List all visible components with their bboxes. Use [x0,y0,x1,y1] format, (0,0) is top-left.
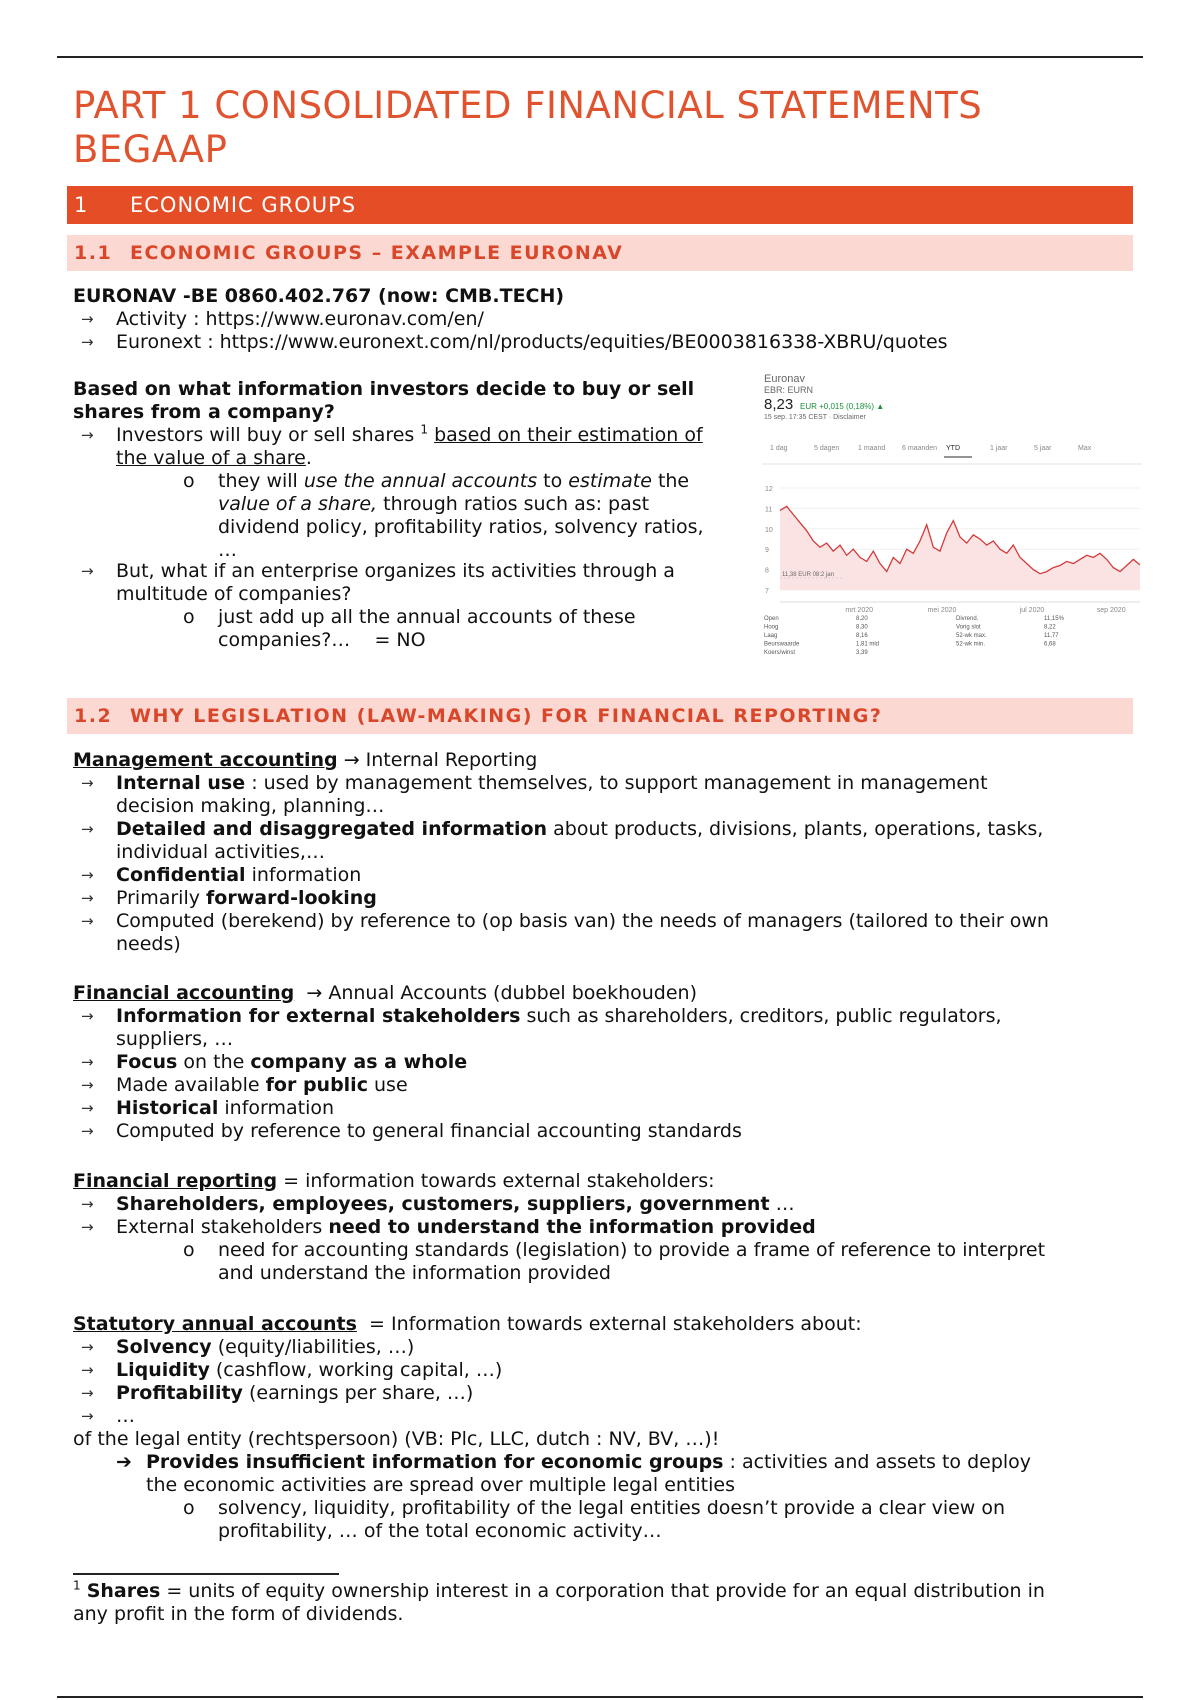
company-line [73,284,1133,307]
text: … [218,539,237,561]
text: = information towards external stakeholders: [283,1170,715,1192]
list-item-cont [73,582,753,605]
conclusion-cont [73,1473,1153,1496]
list-item [73,1381,1153,1404]
heading-text: WHY LEGISLATION (LAW-MAKING) FOR FINANCIAL REPORTING? [130,705,883,727]
footnote-ref[interactable]: 1 [420,422,429,437]
text: = Information towards external stakeholders about: [369,1313,862,1335]
text: use [374,1074,408,1096]
sub-item-cont [73,515,753,538]
chart-tab[interactable]: 1 dag [770,445,788,452]
text: = units of equity ownership interest in a corporation that provide for an equal distribution in [166,1580,1045,1602]
bold-text: need to understand the information provided [328,1216,816,1238]
subheading-line [73,1169,1153,1192]
text: individual activities,… [116,841,325,863]
arrow-icon: → [81,333,94,351]
list-item [73,1004,1153,1027]
subheading: Management accounting [73,749,338,771]
stat-value: 11,15% [1044,616,1064,622]
list-item [73,307,1133,330]
conclusion-item [73,1450,1153,1473]
bullet-o: o [183,606,195,628]
question-text: Based on what information investors decide to buy or sell [73,378,695,400]
stat-label: Beurswaarde [764,641,800,648]
list-item [73,1335,1153,1358]
euronav-info [73,284,1133,353]
list-item [73,1358,1153,1381]
bold-text: Information for external stakeholders [116,1005,521,1027]
chart-tab[interactable]: 5 dagen [814,445,840,452]
text: companies?… [218,629,351,651]
bold-text: Detailed and disaggregated information [116,818,548,840]
subheading-line [73,1312,1153,1335]
subheading-line [73,981,1153,1004]
list-item-cont [73,840,1153,863]
heading-text: ECONOMIC GROUPS [130,193,357,217]
text: … [116,1405,135,1427]
chart-tab[interactable]: 1 maand [858,445,886,452]
heading-number: 1.2 [74,705,113,727]
y-tick-label: 8 [765,567,769,575]
text: External stakeholders [116,1216,323,1238]
list-item [73,886,1153,909]
stat-label: Open [764,616,779,622]
chart-ticker: EBR: EURN [764,385,814,395]
italic-text: value of a share, [218,493,378,515]
sub-item-cont [73,628,753,651]
stat-value: 1,81 mld [856,641,880,648]
bold-text: Shares [86,1580,161,1602]
bold-text: Solvency [116,1336,212,1358]
text: : activities and assets to deploy [729,1451,1032,1473]
arrow-icon: → [81,889,94,907]
text: (earnings per share, …) [249,1382,474,1404]
text: → Internal Reporting [343,749,538,771]
text: Computed (berekend) by reference to (op basis van) the needs of managers (tailored to their own [116,910,1049,932]
sub-item-cont [73,538,753,559]
chart-tab[interactable]: 1 jaar [990,445,1008,452]
bold-text: Provides insufficient information for economic groups [146,1451,724,1473]
stat-label: Laag [764,633,778,639]
list-item [73,909,1153,932]
x-tick-label: mei 2020 [927,607,957,614]
list-item-cont [73,446,753,469]
text: profitability, … of the total economic activity… [218,1520,662,1542]
arrow-icon: → [81,1099,94,1117]
underlined-text: the value of a share [116,447,306,469]
arrow-icon: → [81,866,94,884]
chart-price: 8,23 [764,396,794,413]
footnote-line [73,1602,1153,1625]
list-item-cont [73,1027,1153,1050]
text: multitude of companies? [116,583,352,605]
stat-label: Vorig slot [956,624,981,631]
text: through ratios such as: past [383,493,650,515]
bullet-o: o [183,470,195,492]
list-item [73,817,1153,840]
bold-text: Internal use [116,772,246,794]
bold-text: Shareholders, employees, customers, suppliers, government [116,1193,770,1215]
stat-label: Koers/winst [764,650,796,656]
bold-text: Profitability [116,1382,243,1404]
list-item [73,863,1153,886]
question-text: shares from a company? [73,401,335,423]
text: → Annual Accounts (dubbel boekhouden) [306,982,697,1004]
bullet-o: o [183,1239,195,1261]
footnote [73,1579,1153,1625]
text: Computed by reference to general financial accounting standards [116,1120,742,1142]
stat-label: 52-wk min. [956,641,986,648]
footnote-number: 1 [73,1578,81,1593]
text: decision making, planning… [116,795,385,817]
price-area [780,506,1140,590]
stat-label: Divrend. [956,616,979,622]
bold-text: company as a whole [250,1051,468,1073]
text: the [657,470,690,492]
arrow-icon: → [81,310,94,328]
arrow-icon: → [81,1122,94,1140]
italic-text: estimate [568,470,652,492]
y-tick-label: 10 [765,526,773,534]
bullet-o: o [183,1497,195,1519]
chart-tab[interactable]: YTD [946,445,960,452]
y-tick-label: 9 [765,547,769,555]
arrow-icon: → [81,1007,94,1025]
text: just add up all the annual accounts of these [218,606,636,628]
stat-value: 6,68 [1044,641,1056,648]
sub-item-cont [73,1519,1153,1542]
subheading: Financial reporting [73,1170,278,1192]
stat-value: 8,22 [1044,624,1056,631]
list-item [73,1119,1153,1142]
text: … [775,1193,795,1215]
euronext-link[interactable]: Euronext : https://www.euronext.com/nl/products/equities/BE0003816338-XBRU/quotes [116,331,948,353]
arrow-icon: → [81,1076,94,1094]
text: need for accounting standards (legislation) to provide a frame of reference to interpret [218,1239,1046,1261]
sub-item [73,469,753,492]
text: they will [218,470,298,492]
activity-link[interactable]: Activity : https://www.euronav.com/en/ [116,308,484,330]
list-item-cont [73,794,1153,817]
arrow-icon: → [81,426,94,444]
list-item [73,1404,1153,1427]
arrow-icon: → [81,1195,94,1213]
sub-item [73,1496,1153,1519]
question-line [73,377,753,400]
chart-timestamp: 15 sep. 17:35 CEST · Disclaimer [764,414,866,421]
list-item [73,423,753,446]
financial-accounting [73,981,1153,1142]
list-item [73,330,1133,353]
list-item [73,1215,1153,1238]
stat-value: 8,30 [856,624,868,631]
bold-text: forward-looking [206,887,377,909]
text: to [543,470,563,492]
arrow-icon: → [81,1384,94,1402]
question-line [73,400,753,423]
text: (equity/liabilities, …) [217,1336,415,1358]
bold-text: Liquidity [116,1359,210,1381]
text: = NO [374,629,426,651]
y-tick-label: 11 [765,506,773,514]
subheading: Statutory annual accounts [73,1313,357,1335]
heading-economic-groups [67,186,1133,224]
statutory-annual-accounts [73,1312,1153,1542]
arrow-icon: → [81,820,94,838]
legal-entity-line [73,1427,1153,1450]
text: about products, divisions, plants, operations, tasks, [553,818,1044,840]
stat-value: 3,39 [856,650,868,656]
bold-text: Focus [116,1051,178,1073]
bold-text: Confidential [116,864,246,886]
sub-item-cont [73,492,753,515]
italic-text: use the annual accounts [303,470,538,492]
text: Made available [116,1074,260,1096]
list-item [73,771,1153,794]
heading-text: ECONOMIC GROUPS – EXAMPLE EURONAV [130,242,624,264]
y-tick-label: 12 [765,486,773,493]
bold-arrow-icon: ➔ [116,1451,132,1473]
chart-svg [762,370,1145,672]
chart-tab[interactable]: 5 jaar [1034,445,1052,452]
sub-item-cont [73,1261,1153,1284]
stat-value: 11,77 [1044,633,1059,639]
chart-title: Euronav [764,373,805,385]
management-accounting [73,748,1153,955]
arrow-icon: → [81,1218,94,1236]
text: information [224,1097,335,1119]
text: Investors will buy or sell shares [116,424,415,446]
chart-change: EUR +0,015 (0,18%) ▲ [800,402,885,411]
list-item [73,1073,1153,1096]
heading-number: 1 [74,193,89,217]
financial-reporting [73,1169,1153,1284]
arrow-icon: → [81,774,94,792]
bottom-rule [57,1696,1143,1698]
arrow-icon: → [81,1407,94,1425]
text: Primarily [116,887,200,909]
arrow-icon: → [81,1361,94,1379]
heading-1-2 [67,698,1133,734]
stock-chart [762,370,1145,672]
stat-label: 52-wk max. [956,633,987,639]
chart-tab[interactable]: 6 maanden [902,445,938,452]
x-tick-label: jul 2020 [1019,607,1045,614]
bold-text: for public [265,1074,368,1096]
list-item [73,559,753,582]
stat-label: Hoog [764,624,779,631]
stat-value: 8,16 [856,633,868,639]
footnote-rule [73,1573,339,1575]
sub-item [73,1238,1153,1261]
x-tick-label: mrt 2020 [845,607,874,614]
text: suppliers, … [116,1028,234,1050]
text: on the [183,1051,245,1073]
subheading-line [73,748,1153,771]
company-name: EURONAV -BE 0860.402.767 (now: CMB.TECH) [73,285,565,307]
y-tick-label: 7 [765,588,769,595]
arrow-icon: → [81,1338,94,1356]
text: solvency, liquidity, profitability of the legal entities doesn’t provide a clear view on [218,1497,1006,1519]
text: But, what if an enterprise organizes its activities through a [116,560,675,582]
text: . [305,447,312,469]
text: dividend policy, profitability ratios, solvency ratios, [218,516,704,538]
bold-text: Historical [116,1097,219,1119]
chart-tab[interactable]: Max [1078,445,1092,452]
subheading: Financial accounting [73,982,295,1004]
investors-block [73,377,753,651]
text: any profit in the form of dividends. [73,1603,404,1625]
arrow-icon: → [81,1053,94,1071]
stat-value: 8,20 [856,616,868,622]
arrow-icon: → [81,912,94,930]
x-tick-label: sep 2020 [1096,607,1126,614]
sub-item [73,605,753,628]
arrow-icon: → [81,562,94,580]
list-item [73,1050,1153,1073]
list-item [73,1096,1153,1119]
text: : used by management themselves, to support management in management [251,772,988,794]
list-item [73,1192,1153,1215]
text: the economic activities are spread over multiple legal entities [146,1474,735,1496]
text: of the legal entity (rechtspersoon) (VB: Plc, LLC, dutch : NV, BV, …)! [73,1428,720,1450]
text: needs) [116,933,181,955]
underlined-text: based on their estimation of [434,424,703,446]
text: (cashflow, working capital, …) [215,1359,503,1381]
heading-1-1 [67,235,1133,271]
text: such as shareholders, creditors, public regulators, [526,1005,1002,1027]
footnote-line [73,1579,1153,1602]
text: information [251,864,362,886]
reference-label: 11,38 EUR 08:2 jan [782,572,834,578]
text: and understand the information provided [218,1262,611,1284]
heading-number: 1.1 [74,242,113,264]
list-item-cont [73,932,1153,955]
top-rule [57,56,1143,58]
page-title: PART 1 CONSOLIDATED FINANCIAL STATEMENTS BEGAAP [73,84,983,171]
